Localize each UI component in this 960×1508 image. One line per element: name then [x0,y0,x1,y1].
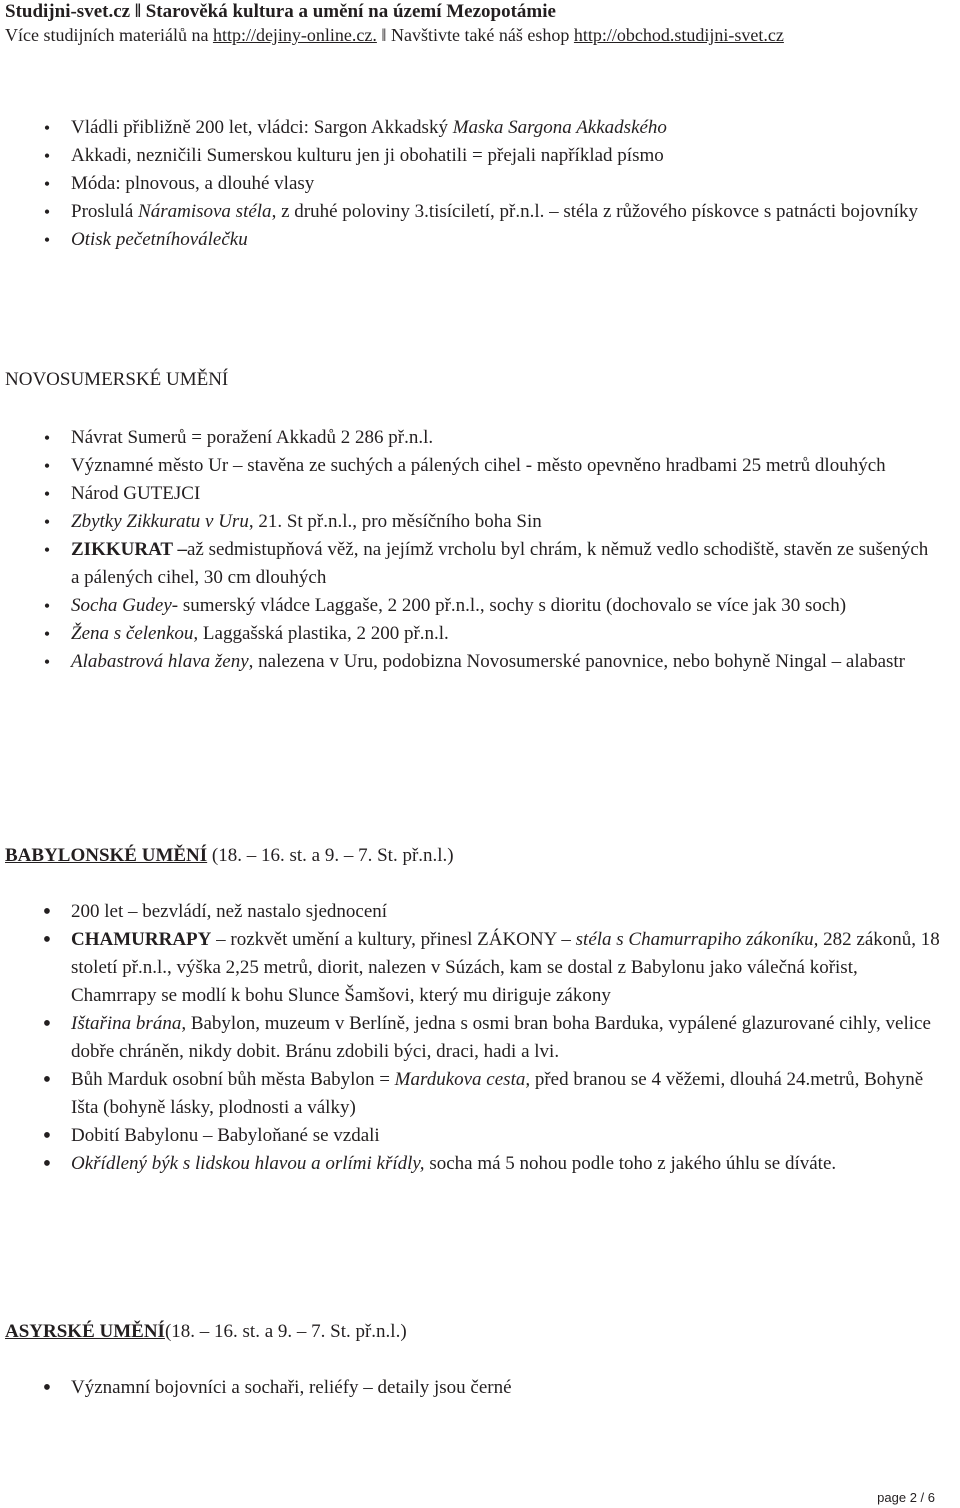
bullet-icon [37,170,57,199]
list-item: • Významní bojovníci a sochaři, reliéfy – detaily jsou černé [0,1374,960,1402]
list-item: • CHAMURRAPY – rozkvět umění a kultury, přinesl ZÁKONY – stéla s Chamurrapiho zákoníku, 282 zákonů, 18 století př.n.l., výška 2,25 metrů, diorit, nalezen v Súzách, kam se dostal z Babylonu jako válečná kořist, Chamrrapy se modlí k bohu Slunce Šamšovi, který mu diriguje zákony [0,926,960,1010]
heading-assyria: ASYRSKÉ UMĚNÍ(18. – 16. st. a 9. – 7. St. př.n.l.) [5,1321,407,1342]
header-title: Studijni-svet.cz ‖ Starověká kultura a umění na území Mezopotámie [5,1,556,22]
assyria-section [0,1374,960,1402]
bullet-icon [37,424,57,453]
list-item: • ZIKKURAT –až sedmistupňová věž, na jejímž vrcholu byl chrám, k němuž vedlo schodiště, stavěn ze sušených a pálených cihel, 30 cm dlouhých [0,536,960,592]
bullet-icon [37,620,57,649]
bullet-icon [37,648,57,677]
list-item: • Socha Gudey- sumerský vládce Laggaše, 2 200 př.n.l., sochy s dioritu (dochovalo se více jak 30 soch) [0,592,960,620]
link-eshop[interactable]: http://obchod.studijni-svet.cz [573,25,784,45]
heading-novosumer: NOVOSUMERSKÉ UMĚNÍ [5,369,229,390]
babylon-section [0,898,960,1178]
bullet-icon [37,926,57,956]
list-item: • Dobití Babylonu – Babyloňané se vzdali [0,1122,960,1150]
bullet-icon [37,898,57,928]
akkad-section [0,114,960,254]
bullet-icon [37,536,57,565]
bullet-icon [37,114,57,143]
bullet-icon [37,198,57,227]
list-item: • Alabastrová hlava ženy, nalezena v Uru, podobizna Novosumerské panovnice, nebo bohyně Ningal – alabastr [0,648,960,676]
list-item: • Okřídlený býk s lidskou hlavou a orlími křídly, socha má 5 nohou podle toho z jakého úhlu se díváte. [0,1150,960,1178]
bullet-icon [37,452,57,481]
header-text-before: Více studijních materiálů na [5,25,213,45]
header-subtitle [5,24,955,46]
page-header [5,0,955,46]
list-item: • Proslulá Náramisova stéla, z druhé poloviny 3.tisíciletí, př.n.l. – stéla z růžového pískovce s patnácti bojovníky [0,198,960,226]
bullet-icon [37,480,57,509]
link-dejiny-online[interactable]: http://dejiny-online.cz. [212,25,377,45]
heading-babylon: BABYLONSKÉ UMĚNÍ (18. – 16. st. a 9. – 7. St. př.n.l.) [5,845,454,866]
list-item: • Ištařina brána, Babylon, muzeum v Berlíně, jedna s osmi bran boha Barduka, vypálené glazurované cihly, velice dobře chráněn, nikdy dobit. Bránu zdobili býci, draci, hadi a lvi. [0,1010,960,1066]
bullet-icon [37,1010,57,1040]
bullet-icon [37,1150,57,1180]
list-item: • Bůh Marduk osobní bůh města Babylon = Mardukova cesta, před branou se 4 věžemi, dlouhá 24.metrů, Bohyně Išta (bohyně lásky, plodnosti a války) [0,1066,960,1122]
bullet-icon [37,226,57,255]
bullet-icon [37,1066,57,1096]
header-text-mid: ‖ Navštivte také náš eshop [376,25,574,45]
list-item: • Otisk pečetníhoválečku [0,226,960,254]
bullet-icon [37,592,57,621]
list-item: • Žena s čelenkou, Laggašská plastika, 2 200 př.n.l. [0,620,960,648]
novosumer-section [0,424,960,676]
bullet-icon [37,142,57,171]
bullet-icon [37,1374,57,1404]
list-item: • Návrat Sumerů = poražení Akkadů 2 286 př.n.l. [0,424,960,452]
list-item: • Akkadi, nezničili Sumerskou kulturu jen ji obohatili = přejali například písmo [0,142,960,170]
list-item: • 200 let – bezvládí, než nastalo sjednocení [0,898,960,926]
page-number: page 2 / 6 [877,1490,935,1505]
list-item: • Významné město Ur – stavěna ze suchých a pálených cihel - město opevněno hradbami 25 metrů dlouhých [0,452,960,480]
list-item: • Národ GUTEJCI [0,480,960,508]
list-item: • Zbytky Zikkuratu v Uru, 21. St př.n.l., pro měsíčního boha Sin [0,508,960,536]
bullet-icon [37,508,57,537]
list-item: • Vládli přibližně 200 let, vládci: Sargon Akkadský Maska Sargona Akkadského [0,114,960,142]
list-item: • Móda: plnovous, a dlouhé vlasy [0,170,960,198]
bullet-icon [37,1122,57,1152]
